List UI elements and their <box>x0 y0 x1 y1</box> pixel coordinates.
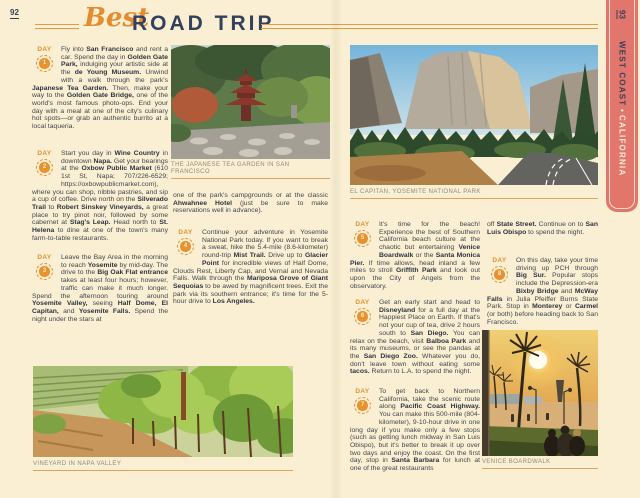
day-8-number: 8 <box>494 269 505 280</box>
page-title: ROAD TRIP <box>132 12 275 35</box>
day-6-text: Get an early start and head to Disneyland for a full day at the Happiest Place on Earth. If that's not your cup of tea, drive 2 hours south to San Diego. You can relax on the beach, visit Balboa Park and its many museums, or see the pandas at the San Diego Zoo. Whatever you do, don't leave town without eating some tacos. Return to L.A. to spend the night. <box>350 299 481 376</box>
day-8-text: On this day, take your time driving up PCH through Big Sur. Popular stops include the Depression-era Bixby Bridge and McWay Falls in Julia Pfeiffer Burns State Park. Stop in Monterey or Carmel (or both) before heading back to San Francisco. <box>487 257 598 326</box>
caption-rule <box>171 178 330 179</box>
venice-boardwalk-photo <box>482 330 598 456</box>
day-7-continuation: off State Street. Continue on to San Luis Obispo to spend the night. <box>487 221 598 236</box>
day-7-text: To get back to Northern California, take the scenic route along Pacific Coast Highway. You can make this 500-mile (804-kilometer), 9-10-hour drive in one long day if you make only a few stops (such as getting lunch midway in San Luis Obispo), but it's better to break it up over two days and enjoy the coast. On the first day, stop in Santa Barbara for lunch at one of the great restaurants <box>350 388 481 473</box>
page-fold-shadow <box>330 0 342 498</box>
caption-rule <box>33 470 293 471</box>
tea-garden-illustration <box>171 45 330 159</box>
day-7-badge-icon: DAY 7 <box>350 388 375 419</box>
title-rule-left <box>35 24 79 29</box>
right-page-number: 93 <box>617 10 627 19</box>
day-4-badge-icon: DAY 4 <box>173 229 198 260</box>
day-7-entry <box>350 388 480 473</box>
day-2-entry <box>32 150 168 242</box>
day-1-text: Fly into San Francisco and rent a car. Spend the day in Golden Gate Park, indulging your artistic side at the de Young Museum. Unwind with a walk through the park's Japanese Tea Garden. Then, make your way to the Golden Gate Bridge, one of the world's most famous photo-ops. End your day with a meal at one of the city's culinary hot spots—or grab an authentic burrito at a local taqueria. <box>32 46 169 131</box>
tea-garden-caption: THE JAPANESE TEA GARDEN IN SAN FRANCISCO <box>171 162 330 179</box>
el-capitan-caption: EL CAPITAN, YOSEMITE NATIONAL PARK <box>350 189 598 199</box>
day-7-number: 7 <box>357 400 368 411</box>
day-1-entry <box>32 46 168 131</box>
el-capitan-illustration <box>350 45 598 185</box>
tea-garden-photo <box>171 45 330 159</box>
day-5-badge-icon: DAY 5 <box>350 221 375 252</box>
day-2-text: Start you day in Wine Country in downtown Napa. Get your bearings at the Oxbow Public Market (610 1st St, Napa; 707/226-6529; https://oxbowpublicmarket.com), where you can shop, nibble pastries, and sip a cup of coffee. Drive north on the Silverado Trail to Robert Sinskey Vineyards, a great place to try pinot noir, followed by some cabernet at Stag's Leap. Head north to St. Helena to dine at one of the town's many farm-to-table restaurants. <box>32 150 168 242</box>
day-5-text: It's time for the beach! Experience the best of Southern California beach culture at the chaotic but entertaining Venice Boardwalk or the Santa Monica Pier. If time allows, head inland a few miles to stroll Griffith Park and look out upon the City of Angels from the observatory. <box>350 221 480 290</box>
day-1-number: 1 <box>39 58 50 69</box>
day-8-badge-icon: DAY 8 <box>487 257 512 288</box>
vineyard-caption: VINEYARD IN NAPA VALLEY <box>33 461 293 471</box>
tab-chapter-label: CALIFORNIA <box>617 115 627 177</box>
day-5-entry <box>350 221 480 290</box>
vineyard-illustration <box>33 366 293 457</box>
day-3-entry <box>32 254 168 323</box>
day-6-entry <box>350 299 480 376</box>
day-6-badge-icon: DAY 6 <box>350 299 375 330</box>
chapter-side-tab <box>606 0 638 212</box>
tab-separator-dot: • <box>617 109 627 113</box>
venice-caption: VENICE BOARDWALK <box>482 459 598 469</box>
el-capitan-photo <box>350 45 598 185</box>
day-3-text: Leave the Bay Area in the morning to reach Yosemite by mid-day. The drive to the Big Oak Flat entrance takes at least four hours; however, traffic can make it much longer. Spend the afternoon touring around Yosemite Valley, seeing Half Dome, El Capitan, and Yosemite Falls. Spend the night under the stars at <box>32 254 169 323</box>
day-4-number: 4 <box>180 241 191 252</box>
day-8-entry <box>487 257 598 326</box>
day-2-number: 2 <box>39 162 50 173</box>
day-4-text: Continue your adventure in Yosemite National Park today. If you want to break a sweat, hike the 5.4-mile (8.6-kilometer) round-trip Mist Trail. Drive up to Glacier Point for incredible views of Half Dome, Clouds Rest, Liberty Cap, and Vernal and Nevada Falls. Walk through the Mariposa Grove of Giant Sequoias to be awed by magnificent trees. Exit the park via its southern entrance; it's time for the 5-hour drive to Los Angeles. <box>173 229 328 306</box>
day-4-entry <box>173 229 328 306</box>
vineyard-photo <box>33 366 293 457</box>
day-3-continuation: one of the park's campgrounds or at the classic Ahwahnee Hotel (just be sure to make reservations well in advance). <box>173 192 328 215</box>
day-3-badge-icon: DAY 3 <box>32 254 57 285</box>
day-1-badge-icon: DAY 1 <box>32 46 57 77</box>
title-rule-right <box>261 24 598 29</box>
day-3-number: 3 <box>39 266 50 277</box>
caption-rule <box>482 468 598 469</box>
venice-illustration <box>482 330 598 456</box>
day-5-number: 5 <box>357 233 368 244</box>
seated-people-silhouette <box>544 426 585 457</box>
day-6-number: 6 <box>357 311 368 322</box>
day-2-badge-icon: DAY 2 <box>32 150 57 181</box>
caption-rule <box>350 198 598 199</box>
left-page-number: 92 <box>10 8 19 17</box>
page-title-script: Best <box>84 3 150 33</box>
tab-region-label: WEST COAST <box>617 40 627 107</box>
